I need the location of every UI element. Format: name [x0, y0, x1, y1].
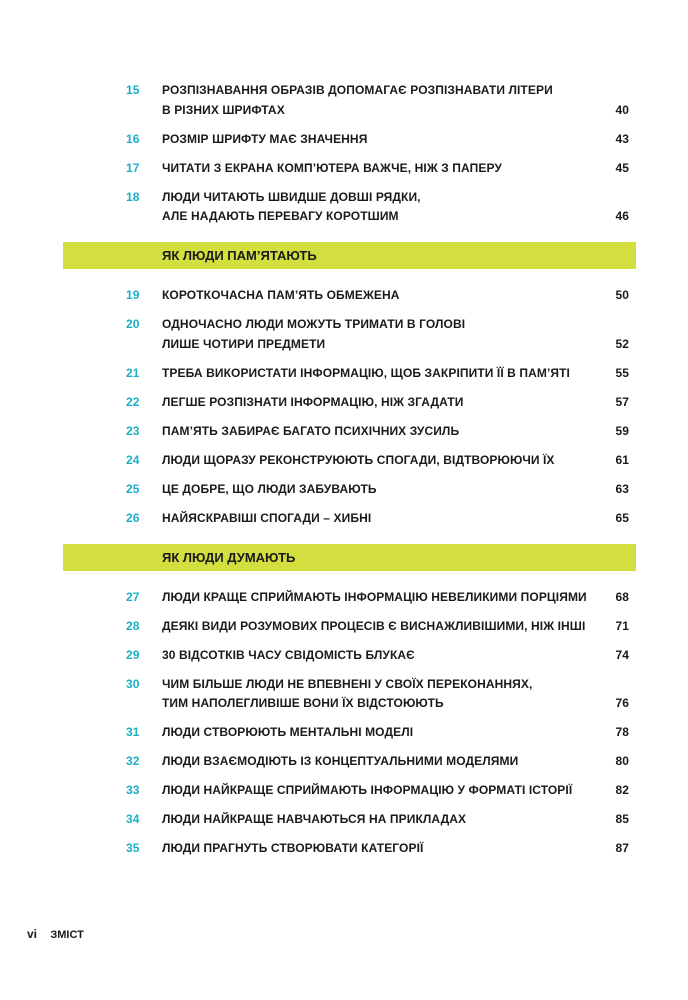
chapter-title-line: РОЗМІР ШРИФТУ МАЄ ЗНАЧЕННЯ [162, 131, 368, 146]
toc-entry[interactable] [63, 480, 636, 500]
chapter-title-line: ЛЕГШЕ РОЗПІЗНАТИ ІНФОРМАЦІЮ, НІЖ ЗГАДАТИ [162, 394, 464, 409]
toc-entry[interactable] [63, 646, 636, 666]
page-reference: 45 [615, 160, 629, 175]
chapter-number: 21 [126, 365, 140, 380]
chapter-title-line: ЧИМ БІЛЬШЕ ЛЮДИ НЕ ВПЕВНЕНІ У СВОЇХ ПЕРЕКОНАННЯХ, [162, 676, 533, 691]
running-header-label: ЗМІСТ [50, 929, 84, 941]
chapter-title-line: ДЕЯКІ ВИДИ РОЗУМОВИХ ПРОЦЕСІВ Є ВИСНАЖЛИВІШИМИ, НІЖ ІНШІ [162, 618, 586, 633]
page-reference: 63 [615, 481, 629, 496]
chapter-number: 29 [126, 647, 140, 662]
section-heading: ЯК ЛЮДИ ПАМ’ЯТАЮТЬ [63, 242, 636, 269]
chapter-title-line: АЛЕ НАДАЮТЬ ПЕРЕВАГУ КОРОТШИМ [162, 209, 399, 223]
chapter-number: 22 [126, 394, 140, 409]
page-reference: 57 [615, 394, 629, 409]
page-reference: 74 [615, 647, 629, 662]
chapter-number: 35 [126, 841, 140, 855]
page-reference: 50 [615, 288, 629, 302]
page-reference: 87 [615, 841, 629, 855]
chapter-number: 16 [126, 131, 140, 146]
page-reference: 46 [615, 209, 629, 223]
toc-entry[interactable] [63, 81, 636, 120]
section-heading: ЯК ЛЮДИ ДУМАЮТЬ [63, 544, 636, 571]
toc-entry[interactable] [63, 159, 636, 179]
toc-entry[interactable] [63, 675, 636, 714]
chapter-title-line: ЛЮДИ НАЙКРАЩЕ НАВЧАЮТЬСЯ НА ПРИКЛАДАХ [162, 812, 467, 826]
toc-entry[interactable] [63, 188, 636, 227]
page-reference: 59 [615, 423, 629, 438]
chapter-number: 18 [126, 189, 140, 204]
chapter-number: 15 [126, 83, 140, 97]
chapter-number: 34 [126, 812, 140, 826]
chapter-number: 30 [126, 676, 140, 691]
toc-entry[interactable] [63, 364, 636, 384]
page-number: vi [27, 927, 38, 941]
chapter-title-line: ЛЮДИ ВЗАЄМОДІЮТЬ ІЗ КОНЦЕПТУАЛЬНИМИ МОДЕЛЯМИ [162, 754, 519, 768]
chapter-number: 20 [126, 317, 140, 331]
chapter-number: 25 [126, 481, 140, 496]
chapter-number: 17 [126, 160, 140, 175]
page-reference: 76 [615, 696, 629, 710]
toc-entry[interactable] [63, 810, 636, 830]
toc-entry[interactable] [63, 451, 636, 471]
toc-entry[interactable] [63, 315, 636, 354]
chapter-title-line: НАЙЯСКРАВІШІ СПОГАДИ – ХИБНІ [162, 510, 372, 525]
toc-entry[interactable] [63, 617, 636, 637]
table-of-contents [63, 81, 636, 868]
chapter-title-line: РОЗПІЗНАВАННЯ ОБРАЗІВ ДОПОМАГАЄ РОЗПІЗНАВАТИ ЛІТЕРИ [162, 83, 553, 97]
chapter-number: 27 [126, 589, 140, 604]
chapter-title-line: ЛЮДИ ПРАГНУТЬ СТВОРЮВАТИ КАТЕГОРІЇ [162, 841, 424, 855]
page-reference: 71 [615, 618, 629, 633]
chapter-number: 23 [126, 423, 140, 438]
toc-entry[interactable] [63, 509, 636, 529]
page-reference: 52 [615, 336, 629, 351]
chapter-number: 31 [126, 725, 140, 739]
chapter-title-line: ТИМ НАПОЛЕГЛИВІШЕ ВОНИ ЇХ ВІДСТОЮЮТЬ [162, 696, 444, 710]
chapter-title-line: ЧИТАТИ З ЕКРАНА КОМП’ЮТЕРА ВАЖЧЕ, НІЖ З ПАПЕРУ [162, 160, 502, 175]
toc-entry[interactable] [63, 393, 636, 413]
toc-entry[interactable] [63, 781, 636, 801]
chapter-number: 32 [126, 754, 140, 768]
toc-entry[interactable] [63, 752, 636, 772]
chapter-title-line: ЛИШЕ ЧОТИРИ ПРЕДМЕТИ [162, 336, 326, 351]
chapter-title-line: ОДНОЧАСНО ЛЮДИ МОЖУТЬ ТРИМАТИ В ГОЛОВІ [162, 317, 466, 331]
chapter-title-line: ЦЕ ДОБРЕ, ЩО ЛЮДИ ЗАБУВАЮТЬ [162, 481, 377, 496]
page-reference: 78 [615, 725, 629, 739]
chapter-title-line: ЛЮДИ НАЙКРАЩЕ СПРИЙМАЮТЬ ІНФОРМАЦІЮ У ФОРМАТІ ІСТОРІЇ [162, 783, 573, 797]
chapter-title-line: ЛЮДИ ЩОРАЗУ РЕКОНСТРУЮЮТЬ СПОГАДИ, ВІДТВОРЮЮЧИ ЇХ [162, 452, 555, 467]
chapter-number: 26 [126, 510, 140, 525]
chapter-number: 28 [126, 618, 140, 633]
chapter-title-line: ЛЮДИ ЧИТАЮТЬ ШВИДШЕ ДОВШІ РЯДКИ, [162, 189, 421, 204]
page-reference: 68 [615, 589, 629, 604]
page-footer [27, 927, 84, 941]
page-reference: 65 [615, 510, 629, 525]
chapter-title-line: ПАМ’ЯТЬ ЗАБИРАЄ БАГАТО ПСИХІЧНИХ ЗУСИЛЬ [162, 423, 460, 438]
page-reference: 43 [615, 131, 629, 146]
toc-entry[interactable] [63, 422, 636, 442]
toc-entry[interactable] [63, 723, 636, 743]
chapter-title-line: ТРЕБА ВИКОРИСТАТИ ІНФОРМАЦІЮ, ЩОБ ЗАКРІПИТИ ЇЇ В ПАМ’ЯТІ [162, 365, 570, 380]
chapter-title-line: КОРОТКОЧАСНА ПАМ’ЯТЬ ОБМЕЖЕНА [162, 288, 400, 302]
page-reference: 85 [615, 812, 629, 826]
page-reference: 55 [615, 365, 629, 380]
chapter-title-line: В РІЗНИХ ШРИФТАХ [162, 102, 285, 117]
toc-entry[interactable] [63, 130, 636, 150]
page-reference: 82 [615, 783, 629, 797]
page-reference: 61 [615, 452, 629, 467]
page-reference: 40 [615, 102, 629, 117]
chapter-title-line: ЛЮДИ СТВОРЮЮТЬ МЕНТАЛЬНІ МОДЕЛІ [162, 725, 414, 739]
toc-entry[interactable] [63, 839, 636, 859]
chapter-title-line: ЛЮДИ КРАЩЕ СПРИЙМАЮТЬ ІНФОРМАЦІЮ НЕВЕЛИКИМИ ПОРЦІЯМИ [162, 589, 587, 604]
chapter-number: 33 [126, 783, 140, 797]
chapter-number: 24 [126, 452, 140, 467]
toc-entry[interactable] [63, 286, 636, 306]
chapter-number: 19 [126, 288, 140, 302]
page-reference: 80 [615, 754, 629, 768]
toc-entry[interactable] [63, 588, 636, 608]
chapter-title-line: 30 ВІДСОТКІВ ЧАСУ СВІДОМІСТЬ БЛУКАЄ [162, 647, 415, 662]
